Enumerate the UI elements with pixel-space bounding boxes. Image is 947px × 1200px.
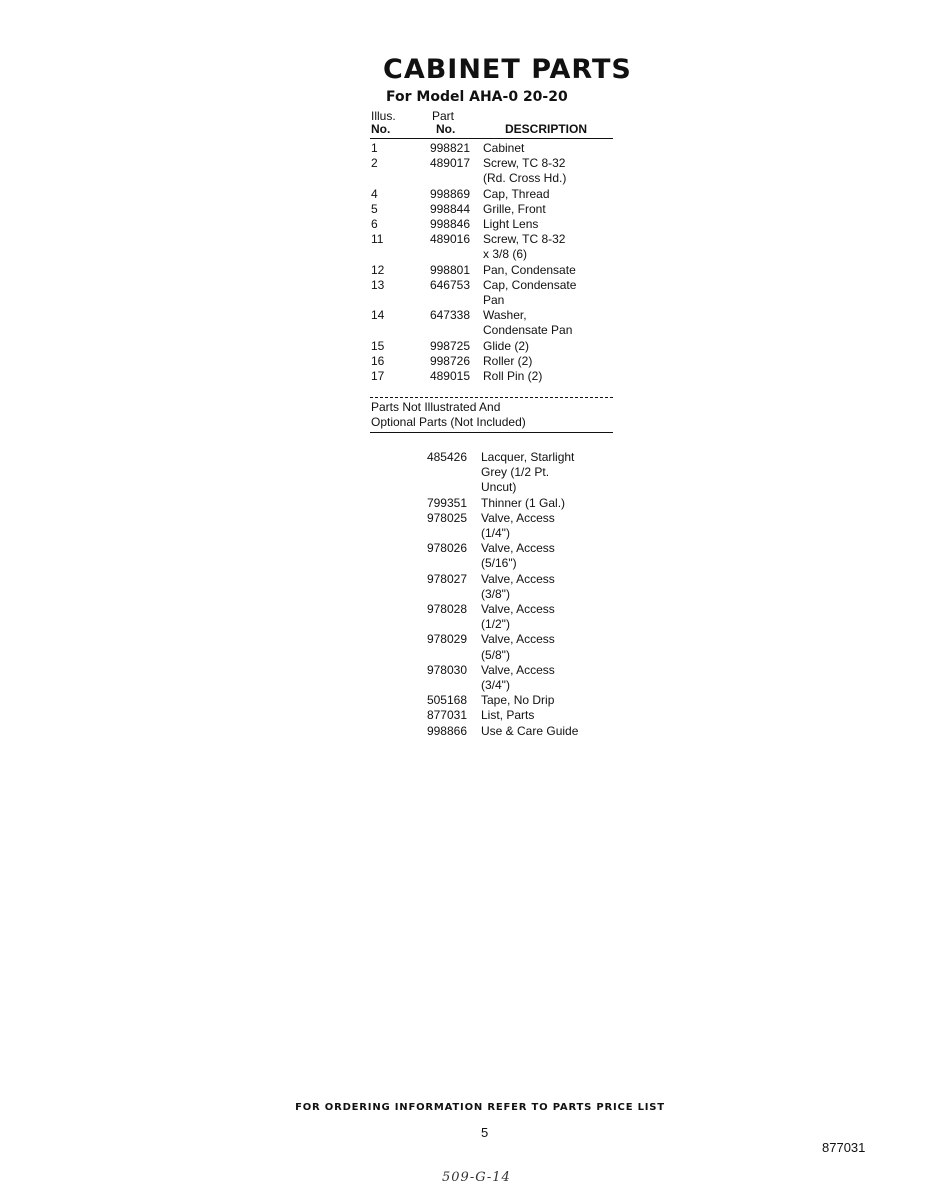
part-header-line2: No. [436, 122, 456, 136]
part-description: Screw, TC 8-32 [483, 232, 566, 247]
optional-part-row [0, 541, 947, 571]
part-number: 505168 [426, 693, 467, 708]
section-divider [370, 432, 613, 433]
optional-part-row [0, 708, 947, 723]
part-number: 485426 [426, 450, 467, 464]
part-description: Thinner (1 Gal.) [481, 495, 566, 510]
part-number: 998869 [429, 186, 470, 201]
illus-number: 2 [371, 156, 378, 171]
illus-number: 15 [371, 338, 385, 353]
not-illustrated-note-line1: Parts Not Illustrated And [371, 400, 501, 414]
part-number: 998846 [429, 217, 470, 231]
part-row [0, 202, 947, 217]
optional-part-row [0, 510, 947, 540]
part-number: 998821 [429, 141, 470, 155]
part-number: 489017 [429, 156, 470, 171]
part-row [0, 339, 947, 354]
part-number: 998844 [429, 201, 470, 216]
part-description: (1/4") [481, 525, 510, 540]
part-row [0, 263, 947, 278]
section-divider-dashed [370, 397, 613, 398]
part-description: Glide (2) [483, 338, 530, 353]
part-description: Tape, No Drip [481, 693, 555, 708]
part-description: Cabinet [483, 141, 525, 155]
description-header: DESCRIPTION [505, 122, 588, 136]
part-row [0, 354, 947, 369]
illus-number: 14 [371, 308, 385, 323]
part-number: 489016 [429, 232, 470, 247]
part-description: Grey (1/2 Pt. [481, 465, 550, 480]
part-number: 998866 [426, 723, 467, 738]
header-rule [370, 138, 613, 139]
part-number: 647338 [429, 308, 470, 323]
document-number: 877031 [822, 1140, 866, 1155]
part-number: 978026 [426, 541, 467, 556]
part-description: Condensate Pan [483, 323, 573, 338]
illus-number: 11 [371, 232, 384, 247]
part-number: 998801 [429, 262, 470, 277]
part-description: Lacquer, Starlight [481, 450, 575, 464]
part-number: 799351 [426, 495, 467, 510]
part-description: List, Parts [481, 708, 535, 723]
part-row [0, 217, 947, 232]
part-description: Valve, Access [481, 510, 555, 525]
illus-number: 13 [371, 277, 385, 292]
part-description: Pan, Condensate [483, 262, 576, 277]
part-description: Cap, Condensate [483, 277, 577, 292]
optional-part-row [0, 662, 947, 692]
illus-header-line2: No. [371, 122, 391, 136]
part-row [0, 369, 947, 384]
illus-number: 17 [371, 369, 385, 383]
part-description: Valve, Access [481, 602, 555, 616]
part-number: 646753 [429, 277, 470, 292]
part-description: Valve, Access [481, 571, 555, 586]
part-number: 998725 [429, 338, 470, 353]
part-description: Washer, [483, 308, 527, 323]
part-row [0, 308, 947, 338]
part-description: Uncut) [481, 480, 517, 495]
optional-part-row [0, 693, 947, 708]
part-header-line1: Part [432, 109, 455, 123]
illus-number: 4 [371, 186, 378, 201]
part-row [0, 277, 947, 307]
part-description: x 3/8 (6) [483, 247, 528, 262]
part-description: Valve, Access [481, 541, 555, 556]
handwritten-note: 509-G-14 [442, 1170, 511, 1185]
part-number: 877031 [426, 708, 467, 723]
illus-number: 6 [371, 217, 378, 231]
illus-number: 12 [371, 262, 385, 277]
illus-number: 16 [371, 353, 385, 368]
part-number: 978029 [426, 632, 467, 647]
part-row [0, 232, 947, 262]
part-description: Valve, Access [481, 632, 555, 647]
optional-part-row [0, 450, 947, 495]
illus-number: 1 [371, 141, 378, 155]
part-description: Roller (2) [483, 353, 533, 368]
part-description: (Rd. Cross Hd.) [483, 171, 567, 186]
part-description: Valve, Access [481, 662, 555, 677]
part-row [0, 156, 947, 186]
not-illustrated-note-line2: Optional Parts (Not Included) [371, 415, 526, 429]
optional-part-row [0, 632, 947, 662]
part-row [0, 187, 947, 202]
part-row [0, 141, 947, 156]
part-number: 978030 [426, 662, 467, 677]
part-description: Cap, Thread [483, 186, 550, 201]
illus-number: 5 [371, 201, 378, 216]
part-number: 978025 [426, 510, 467, 525]
part-description: Grille, Front [483, 201, 546, 216]
page-title: CABINET PARTS [383, 54, 632, 85]
part-description: Screw, TC 8-32 [483, 156, 566, 171]
part-number: 978027 [426, 571, 467, 586]
optional-part-row [0, 571, 947, 601]
part-description: (5/16") [481, 556, 517, 571]
page-number: 5 [481, 1125, 489, 1140]
part-description: (5/8") [481, 647, 510, 662]
part-description: (3/8") [481, 586, 510, 601]
optional-part-row [0, 496, 947, 511]
illus-header-line1: Illus. [371, 109, 396, 123]
part-description: (3/4") [481, 677, 510, 692]
part-number: 978028 [426, 602, 467, 616]
ordering-footer: FOR ORDERING INFORMATION REFER TO PARTS PRICE LIST [295, 1102, 665, 1113]
part-description: Pan [483, 292, 505, 307]
part-number: 489015 [429, 369, 470, 383]
part-description: Light Lens [483, 217, 539, 231]
part-description: Use & Care Guide [481, 723, 579, 738]
model-subtitle: For Model AHA-0 20-20 [386, 89, 568, 105]
optional-part-row [0, 602, 947, 632]
part-description: Roll Pin (2) [483, 369, 543, 383]
optional-part-row [0, 724, 947, 739]
part-description: (1/2") [481, 617, 510, 632]
part-number: 998726 [429, 353, 470, 368]
